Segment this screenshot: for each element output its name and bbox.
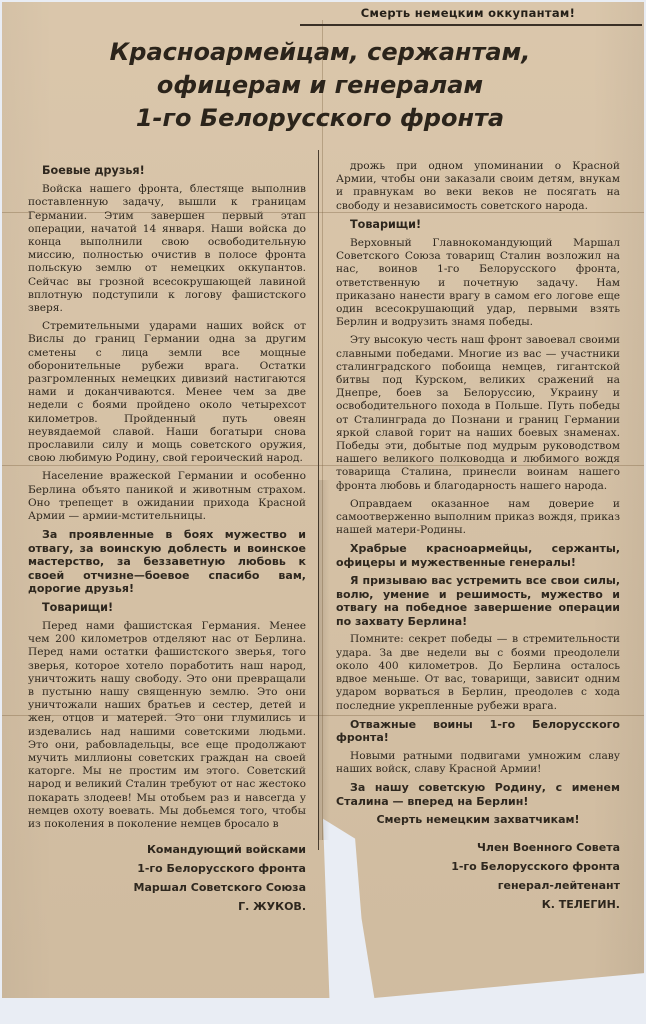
left-column (28, 160, 306, 919)
bold-paragraph: Отважные воины 1-го Белорусского фронта! (336, 717, 620, 745)
signature-line: Маршал Советского Союза (133, 881, 306, 895)
bold-paragraph: За нашу советскую Родину, с именем Сталина — вперед на Берлин! (336, 781, 620, 808)
signature-line: Член Военного Совета (477, 840, 620, 854)
headline-line: Красноармейцам, сержантам, (109, 38, 531, 66)
paragraph: Верховный Главнокомандующий Маршал Советского Союза товарищ Сталин возложил на нас, воинов 1-го Белорусского фронта, ответственную и почетную задачу. Нам приказано нанести врагу в самом его логове еще один всесокрушающий удар, первыми взять Берлин и водрузить знамя победы. (336, 237, 620, 329)
salutation: Товарищи! (350, 217, 422, 231)
bold-paragraph: Храбрые красноармейцы, сержанты, офицеры и мужественные генералы! (336, 542, 620, 569)
paragraph: дрожь при одном упоминании о Красной Армии, чтобы они заказали своим детям, внукам и правнукам во веки веков не посягать на свободу и независимость советского народа. (336, 160, 620, 212)
paragraph: Оправдаем оказанное нам доверие и самоотверженно выполним приказ вождя, приказ нашей матери-Родины. (336, 497, 620, 537)
salutation: Товарищи! (42, 600, 114, 614)
bold-paragraph: За проявленные в боях мужество и отвагу, за воинскую доблесть и воинское мастерство, за беззаветную любовь к своей отчизне—боевое спасибо вам, дорогие друзья! (28, 528, 306, 596)
left-column-body (28, 164, 306, 831)
paragraph: Население вражеской Германии и особенно Берлина объято паникой и животным страхом. Оно трепещет в ожидании прихода Красной Армии — армии-мстительницы. (28, 470, 306, 523)
bold-paragraph: Я призываю вас устремить все свои силы, волю, умение и решимость, мужество и отвагу на победное завершение операции по захвату Берлина! (336, 574, 620, 628)
headline (60, 36, 580, 135)
right-signature (336, 841, 620, 912)
signature-line: генерал-лейтенант (497, 878, 620, 892)
left-signature (28, 843, 306, 914)
signature-line: Г. ЖУКОВ. (238, 900, 306, 914)
paragraph: Эту высокую честь наш фронт завоевал своими славными победами. Многие из вас — участники сталинградского побоища немцев, гигантской битвы под Курском, великих сражений на Днепре, боев за Белоруссию, Украину и освободительного похода в Польше. Путь победы от Сталинграда до Познани и границ Германии яркой славой горит на наших боевых знаменах. Победы эти, добытые под мудрым руководством нашего великого полководца и любимого вождя товарища Сталина, принесли воинам нашего фронта любовь и благодарность нашего народа. (336, 334, 620, 492)
closing-slogan: Смерть немецким захватчикам! (376, 813, 580, 827)
signature-line: К. ТЕЛЕГИН. (541, 897, 620, 911)
tear-shadow (318, 480, 330, 840)
slogan: Смерть немецким оккупантам! (360, 6, 576, 20)
right-column-body (336, 160, 620, 827)
signature-line: Командующий войсками (146, 843, 306, 857)
headline-line: офицерам и генералам (156, 71, 484, 99)
paragraph: Перед нами фашистская Германия. Менее чем 200 километров отделяют нас от Берлина. Перед нами остатки фашистского зверья, того зверья, которое хотело поработить наш народ, уничтожить нашу свободу. Это они превращали в пустыню нашу священную землю. Это они уничтожали наших братьев и сестер, детей и жен, отцов и матерей. Это они глумились и издевались над нашими советскими людьми. Это они, рабовладельцы, все еще продолжают мучить миллионы советских граждан на своей каторге. Мы не простим им этого. Советский народ и великий Сталин требуют от нас жестоко покарать злодеев! Мы отобьем раз и навсегда у немцев охоту воевать. Мы добьемся того, чтобы из поколения в поколение немцев бросало в (28, 619, 306, 831)
paragraph: Помните: секрет победы — в стремительности удара. За две недели вы с боями преодолели около 400 километров. До Берлина осталось вдвое меньше. От вас, товарищи, зависит одним ударом ворваться в Берлин, преодолев с хода последние укрепленные рубежи врага. (336, 633, 620, 712)
right-column (336, 160, 620, 917)
headline-line: 1-го Белорусского фронта (135, 104, 505, 132)
signature-line: 1-го Белорусского фронта (451, 859, 620, 873)
slogan-rule (300, 24, 642, 26)
paragraph: Новыми ратными подвигами умножим славу наших войск, славу Красной Армии! (336, 749, 620, 775)
salutation: Боевые друзья! (42, 164, 145, 177)
paragraph: Войска нашего фронта, блестяще выполнив поставленную задачу, вышли к границам Германии. Этим завершен первый этап операции, начатой 14 января. Наши войска до конца выполнили свою освободительную миссию, полностью очистив в полосе фронта польскую землю от немецких оккупантов. Сейчас вы грозной всесокрушающей лавиной вплотную подступили к логову фашистского зверя. (28, 183, 306, 315)
paragraph: Стремительными ударами наших войск от Вислы до границ Германии одна за другим сметены с лица земли все мощные оборонительные рубежи врага. Остатки разгромленных немецких дивизий настигаются нами и доканчиваются. Менее чем за две недели с боями пройдено около четырехсот километров. Пройденный путь овеян неувядаемой славой. Наши богатыри снова прославили силу и мощь советского оружия, свою любимую Родину, свой героический народ. (28, 320, 306, 465)
signature-line: 1-го Белорусского фронта (137, 862, 306, 876)
